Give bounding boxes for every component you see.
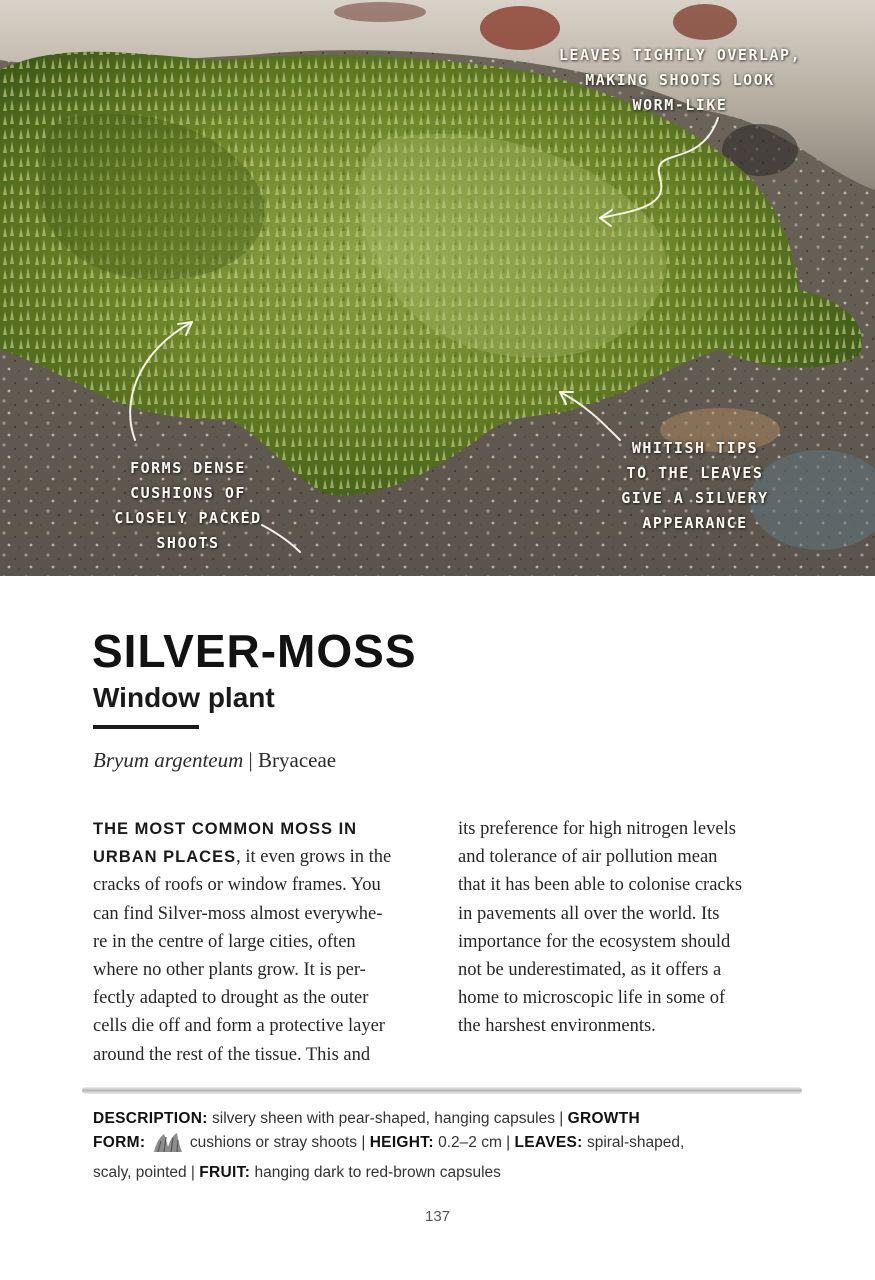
- callout-line: TO THE LEAVES: [626, 464, 764, 482]
- body-line: in pavements all over the world. Its: [458, 903, 720, 924]
- body-line: its preference for high nitrogen levels: [458, 819, 736, 839]
- callout-line: WHITISH TIPS: [631, 439, 759, 457]
- description-value: silvery sheen with pear-shaped, hanging capsules |: [207, 1110, 568, 1127]
- callout-line: WORM-LIKE: [632, 96, 728, 114]
- page-title: SILVER-MOSS: [92, 625, 417, 677]
- callout-line: CLOSELY PACKED: [114, 509, 262, 527]
- growth-label: GROWTH: [567, 1110, 640, 1127]
- title-underline: [93, 725, 199, 729]
- leaves-label: LEAVES:: [514, 1134, 583, 1151]
- callout-overlapping-leaves: [540, 43, 820, 118]
- facts-line: [93, 1131, 793, 1161]
- body-line: and tolerance of air pollution mean: [458, 847, 718, 868]
- body-line: importance for the ecosystem should: [458, 931, 731, 952]
- family-name: Bryaceae: [258, 748, 337, 772]
- fruit-value: hanging dark to red-brown capsules: [250, 1164, 501, 1181]
- callout-line: SHOOTS: [156, 534, 220, 552]
- callout-line: GIVE A SILVERY: [621, 489, 769, 507]
- leaves-value: spiral-shaped,: [582, 1134, 685, 1151]
- callout-line: LEAVES TIGHTLY OVERLAP,: [558, 46, 802, 64]
- separator: |: [248, 748, 253, 772]
- moss-cushion-icon: [152, 1131, 184, 1161]
- body-line: home to microscopic life in some of: [458, 988, 726, 1009]
- callout-line: MAKING SHOOTS LOOK: [585, 71, 775, 89]
- moss-photo: [0, 0, 875, 576]
- scientific-name-line: [93, 745, 336, 775]
- body-line: that it has been able to colonise cracks: [458, 875, 743, 896]
- body-line: re in the centre of large cities, often: [93, 931, 356, 952]
- body-line: [93, 843, 433, 871]
- body-line: can find Silver-moss almost everywhe-: [93, 903, 383, 924]
- species-name: Bryum argenteum: [93, 748, 244, 772]
- page-subtitle: Window plant: [93, 682, 275, 713]
- callout-line: APPEARANCE: [642, 514, 748, 532]
- fruit-label: FRUIT:: [199, 1164, 251, 1181]
- growth-value: cushions or stray shoots |: [185, 1134, 370, 1151]
- body-line: where no other plants grow. It is per-: [93, 960, 366, 981]
- lead-in: THE MOST COMMON MOSS IN: [93, 820, 358, 838]
- callout-line: FORMS DENSE: [130, 459, 246, 477]
- body-column-1: [93, 815, 433, 1069]
- body-line: not be underestimated, as it offers a: [458, 960, 722, 981]
- callout-whitish-tips: [590, 436, 800, 536]
- body-line: cracks of roofs or window frames. You: [93, 875, 381, 896]
- page-number: 137: [424, 1208, 451, 1225]
- callout-line: CUSHIONS OF: [130, 484, 246, 502]
- height-value: 0.2–2 cm |: [433, 1134, 515, 1151]
- description-label: DESCRIPTION:: [93, 1110, 208, 1127]
- growth-label: FORM:: [93, 1134, 146, 1151]
- facts-box: [93, 1107, 793, 1185]
- facts-line: [93, 1161, 793, 1185]
- callout-dense-cushions: [78, 456, 298, 556]
- body-line: the harshest environments.: [458, 1016, 656, 1037]
- section-divider: [82, 1087, 802, 1094]
- facts-line: [93, 1107, 793, 1131]
- leaves-value: scaly, pointed |: [93, 1164, 200, 1181]
- body-line: fectly adapted to drought as the outer: [93, 988, 369, 1009]
- body-line: cells die off and form a protective layer: [93, 1016, 385, 1037]
- height-label: HEIGHT:: [369, 1134, 434, 1151]
- lead-in: URBAN PLACES: [93, 848, 237, 867]
- body-line: around the rest of the tissue. This and: [93, 1044, 371, 1065]
- body-column-2: [458, 815, 798, 1041]
- body-text: , it even grows in the: [236, 847, 392, 868]
